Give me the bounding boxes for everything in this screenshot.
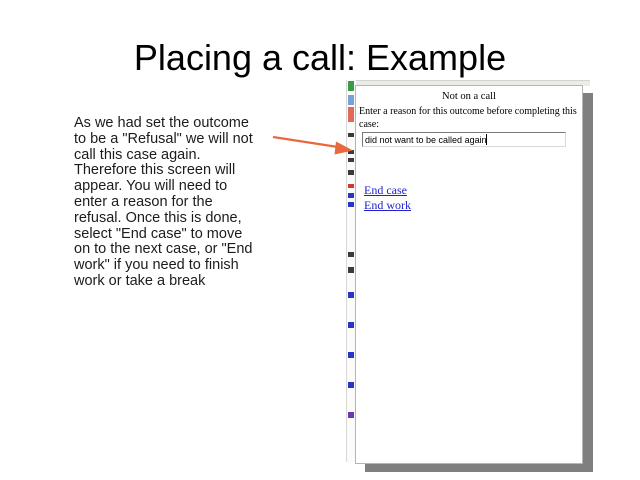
underlay-fragment [348,382,354,388]
annotation-line: refusal. Once this is done, [74,209,242,226]
reason-input[interactable] [362,132,566,147]
annotation-line: enter a reason for the [74,193,213,210]
annotation-line: work" if you need to finish [74,257,239,274]
annotation-line: select "End case" to move [74,225,243,242]
underlay-fragment [348,158,354,162]
underlay-fragment [348,81,354,91]
annotation-line: appear. You will need to [74,178,228,195]
underlay-fragment [348,184,354,188]
underlay-fragment [348,95,354,105]
underlay-fragment [348,170,354,175]
underlay-fragment [348,107,354,122]
underlay-fragment [348,150,354,154]
underlay-fragment [348,252,354,257]
annotation-line: work or take a break [74,272,206,289]
underlay-fragment [348,412,354,418]
slide-title: Placing a call: Example [133,37,507,78]
annotation-text [74,116,284,290]
underlay-fragment [348,202,354,207]
underlay-fragment [348,292,354,298]
end-case-link[interactable]: End case [364,183,407,197]
underlay-fragment [348,322,354,328]
underlay-fragment [348,267,354,273]
annotation-line: call this case again. [74,146,201,163]
instruction-line: Enter a reason for this outcome before completing this [359,106,577,117]
text-cursor-icon [486,134,487,145]
panel-links [364,183,411,212]
annotation-line: As we had set the outcome [74,115,249,131]
panel-heading: Not on a call [442,91,496,102]
underlay-fragment [348,133,354,137]
notacall-panel [355,85,583,464]
instruction-line: case: [359,119,379,130]
underlay-fragment [348,352,354,358]
annotation-line: Therefore this screen will [74,162,236,179]
underlay-fragment [348,193,354,198]
annotation-line: on to the next case, or "End [74,241,253,258]
end-work-link[interactable]: End work [364,197,411,212]
panel-instruction [359,105,582,131]
annotation-line: to be a "Refusal" we will not [74,130,253,147]
